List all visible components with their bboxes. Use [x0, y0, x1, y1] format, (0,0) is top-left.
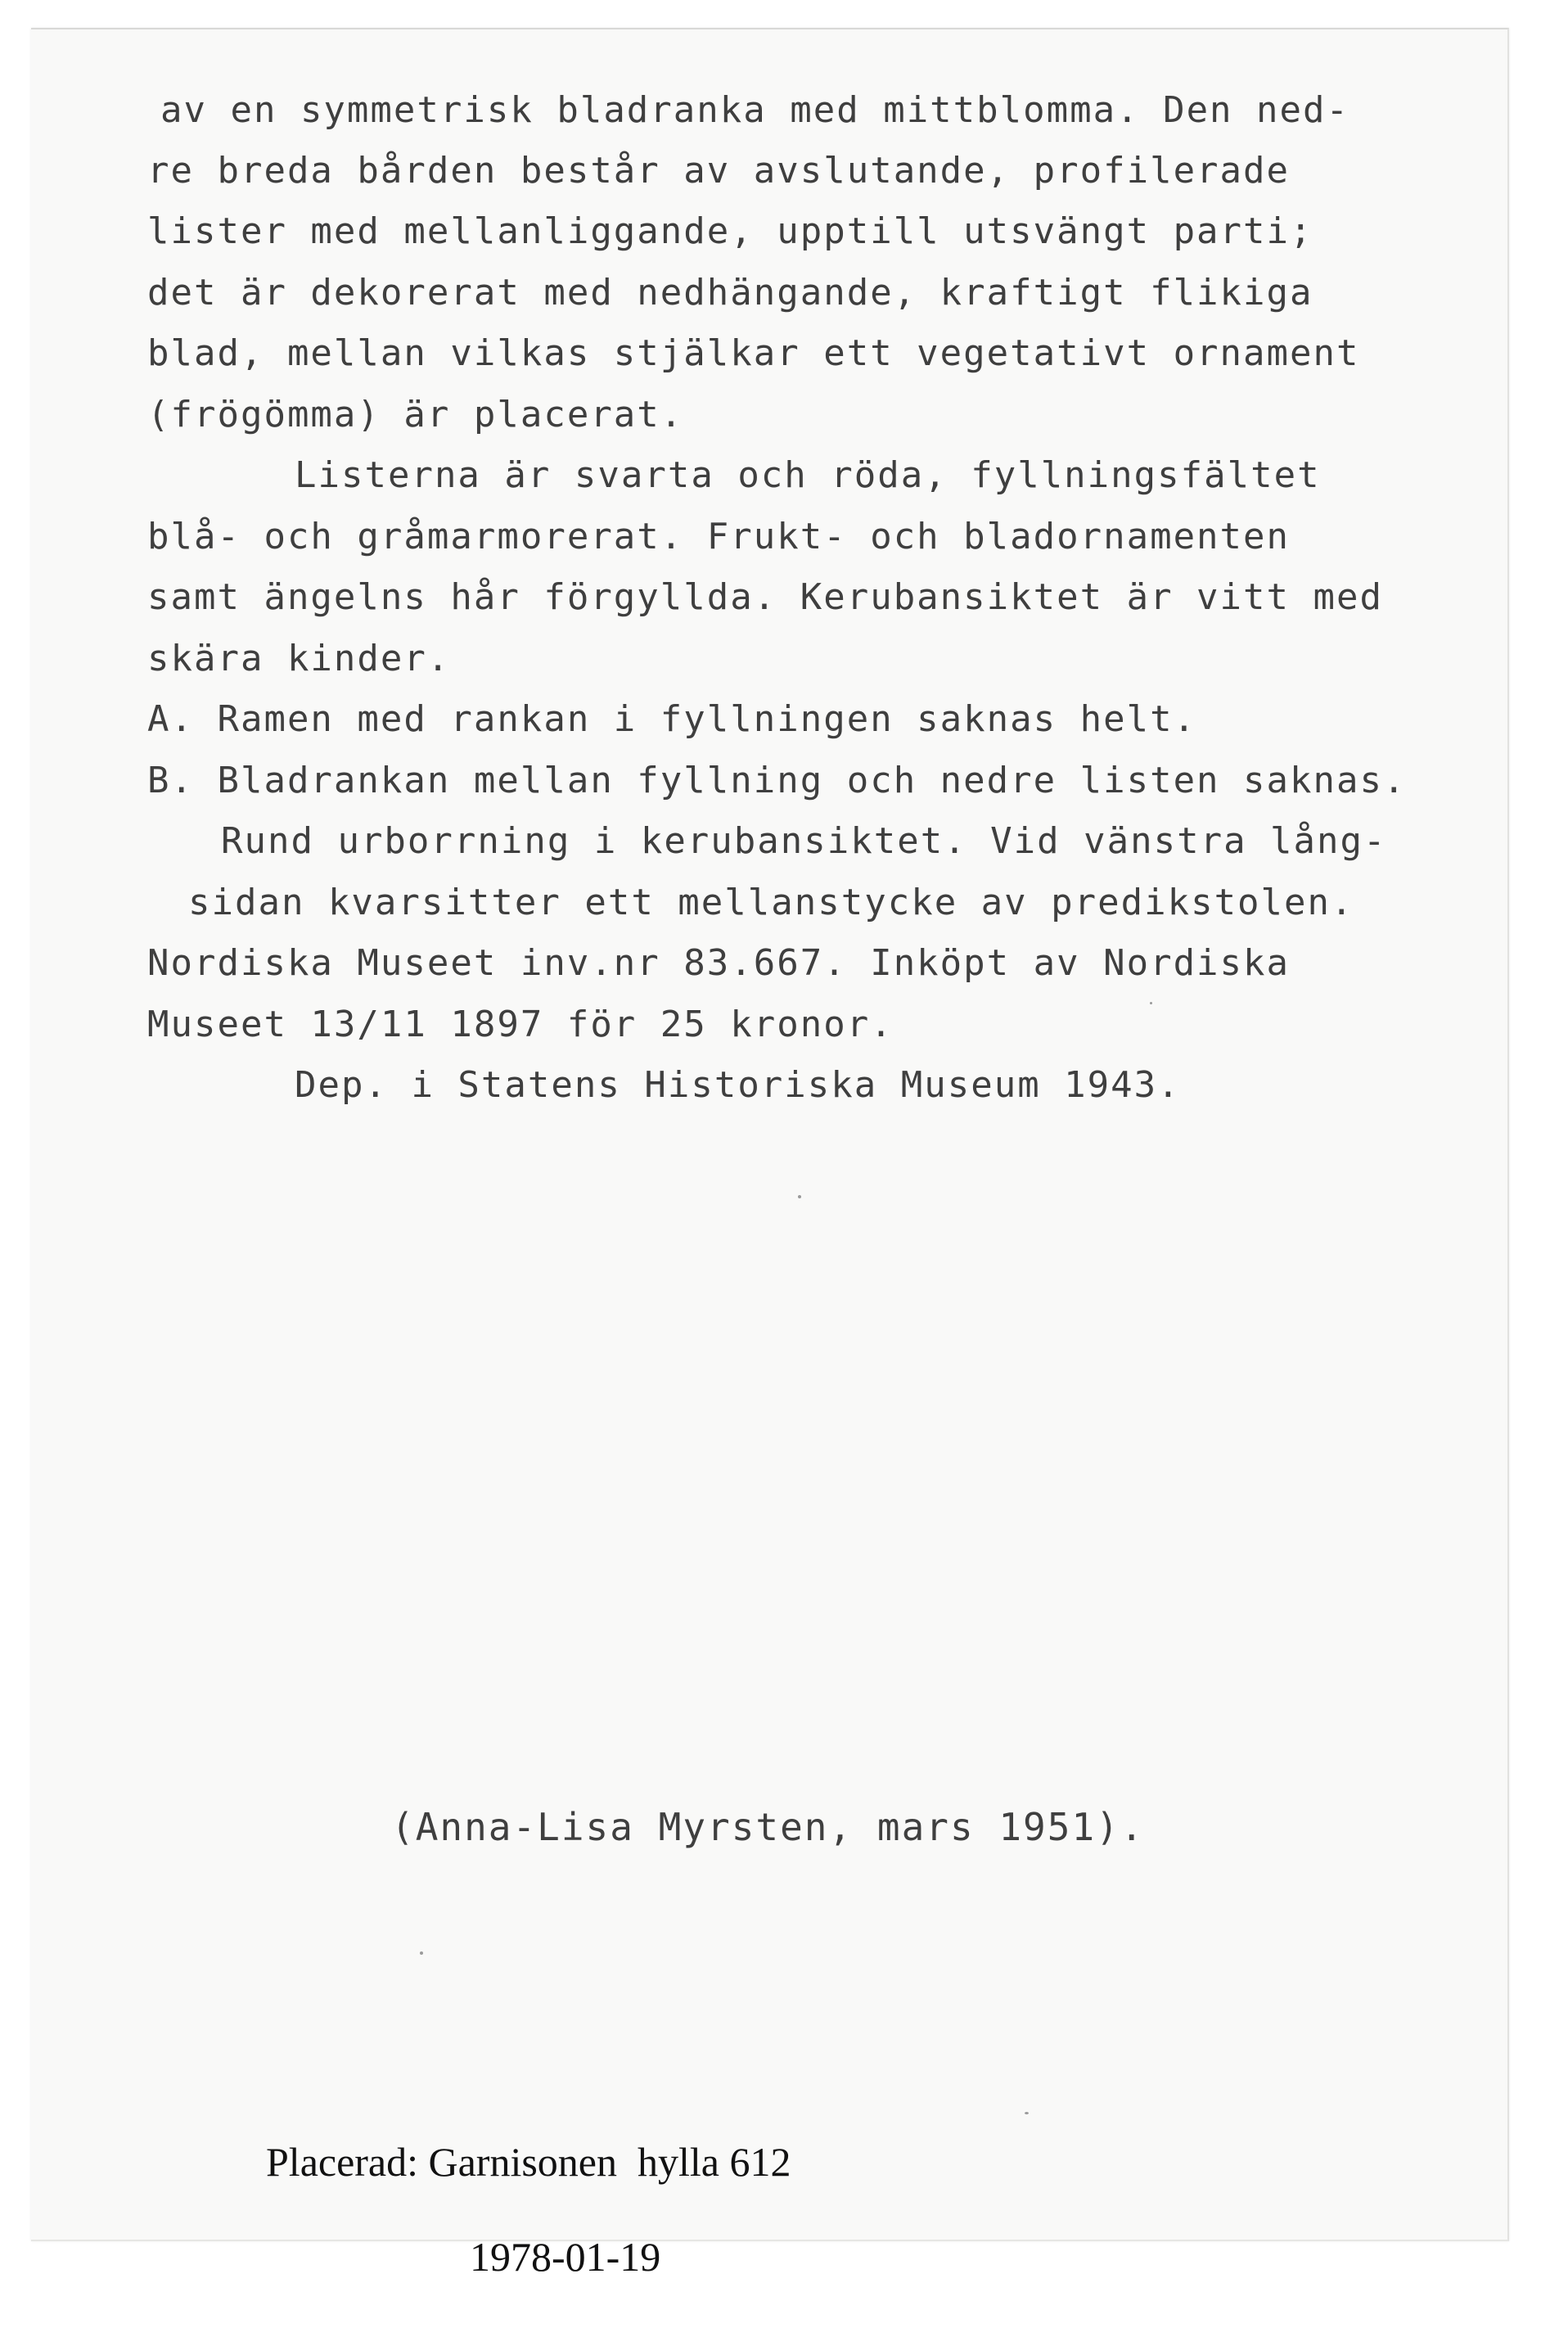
placement-date: 1978-01-19 — [470, 2234, 661, 2280]
text-line: sidan kvarsitter ett mellanstycke av predikstolen. — [188, 882, 1354, 923]
text-line: re breda bården består av avslutande, profilerade — [147, 150, 1291, 192]
text-line: av en symmetrisk bladranka med mittblomma. Den ned- — [160, 89, 1350, 131]
text-line: Museet 13/11 1897 för 25 kronor. — [147, 1004, 894, 1045]
text-line: A. Ramen med rankan i fyllningen saknas helt. — [147, 698, 1197, 740]
text-line: Listerna är svarta och röda, fyllningsfältet — [295, 454, 1321, 496]
text-line: skära kinder. — [147, 638, 451, 679]
paper-speck — [420, 1951, 423, 1955]
text-line: blad, mellan vilkas stjälkar ett vegetativt ornament — [147, 332, 1360, 374]
text-line: samt ängelns hår förgyllda. Kerubansiktet är vitt med — [147, 576, 1383, 618]
author-signature-line: (Anna-Lisa Myrsten, mars 1951). — [391, 1805, 1145, 1849]
placement-stamp — [246, 2091, 791, 2328]
placement-label: Placerad: Garnisonen hylla 612 — [266, 2139, 791, 2185]
text-line: Dep. i Statens Historiska Museum 1943. — [295, 1064, 1181, 1106]
text-line: lister med mellanliggande, upptill utsvängt parti; — [147, 210, 1313, 252]
text-line: blå- och gråmarmorerat. Frukt- och bladornamenten — [147, 516, 1291, 557]
text-line: det är dekorerat med nedhängande, kraftigt flikiga — [147, 272, 1313, 314]
paper-speck — [1150, 1002, 1152, 1004]
paper-speck — [1025, 2112, 1029, 2114]
text-line: Rund urborrning i kerubansiktet. Vid vänstra lång- — [221, 820, 1387, 862]
paper-speck — [798, 1195, 801, 1198]
text-line: B. Bladrankan mellan fyllning och nedre listen saknas. — [147, 760, 1407, 801]
text-line: Nordiska Museet inv.nr 83.667. Inköpt av Nordiska — [147, 942, 1291, 984]
text-line: (frögömma) är placerat. — [147, 394, 684, 435]
